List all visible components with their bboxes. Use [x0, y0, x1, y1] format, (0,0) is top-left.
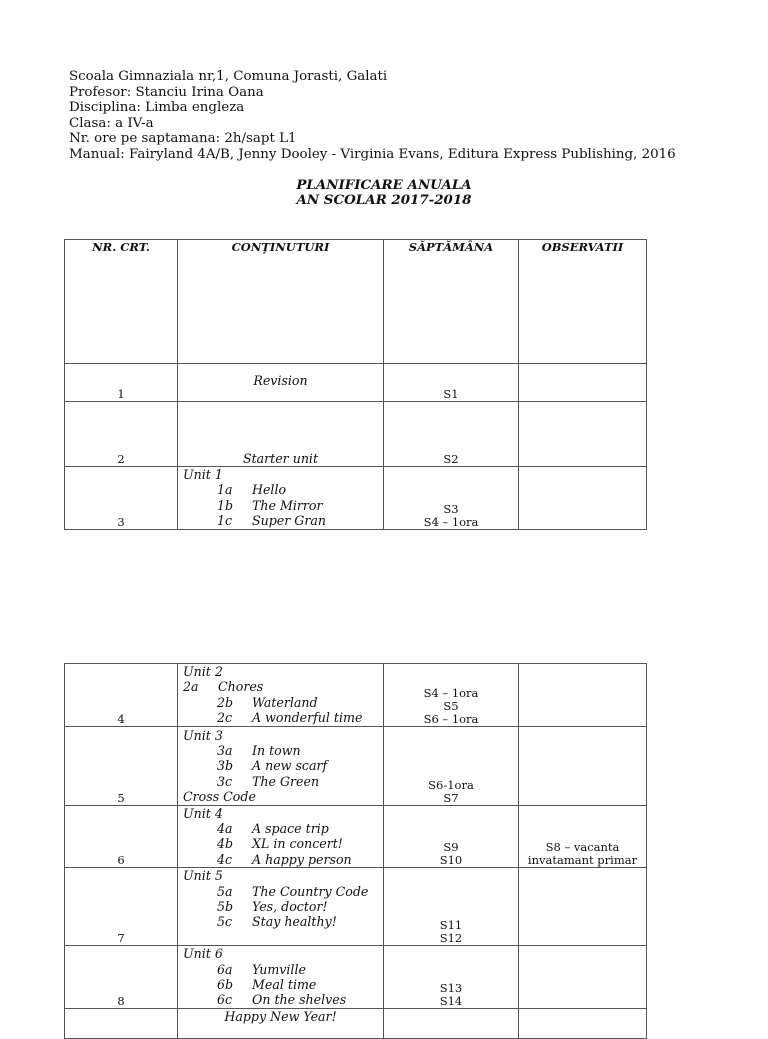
unit-title: Unit 6	[183, 946, 223, 962]
row-content: Starter unit	[178, 402, 384, 467]
lesson-item: 5c Stay healthy!	[217, 914, 337, 930]
lesson-item: 5a The Country Code	[217, 883, 369, 899]
unit-title: Unit 2	[183, 664, 223, 679]
table-row	[65, 402, 647, 467]
manual-line: Manual: Fairyland 4A/B, Jenny Dooley - Virginia Evans, Editura Express Publishing, 2016	[69, 146, 676, 162]
row-number: 4	[65, 664, 178, 727]
row-number: 8	[65, 946, 178, 1009]
lesson-item: 6b Meal time	[217, 977, 317, 993]
row-content: Happy New Year!	[178, 1008, 384, 1038]
row-week: S3 S4 – 1ora	[384, 467, 519, 530]
col-header-nr: NR. CRT.	[65, 240, 178, 364]
row-content	[178, 726, 384, 805]
planning-table-part1	[64, 239, 647, 530]
unit-title: Unit 1	[183, 467, 223, 482]
lesson-item: 1c Super Gran	[217, 513, 326, 529]
row-number: 1	[65, 364, 178, 402]
teacher-line: Profesor: Stanciu Irina Oana	[69, 84, 264, 100]
row-observations	[519, 402, 647, 467]
row-week: S6-1ora S7	[384, 726, 519, 805]
row-content	[178, 664, 384, 727]
unit-title: Unit 4	[183, 805, 223, 821]
row-number	[65, 1008, 178, 1038]
unit-title: Unit 3	[183, 727, 223, 743]
subject-line: Disciplina: Limba engleza	[69, 100, 245, 116]
lesson-item: 3a In town	[217, 743, 301, 758]
row-observations	[519, 364, 647, 402]
row-number: 2	[65, 402, 178, 467]
hours-line: Nr. ore pe saptamana: 2h/sapt L1	[69, 131, 297, 147]
row-content	[178, 805, 384, 868]
document-subtitle: AN SCOLAR 2017-2018	[296, 192, 472, 208]
row-observations	[519, 467, 647, 530]
cross-code-item: Cross Code	[183, 789, 256, 805]
row-week: S9 S10	[384, 805, 519, 868]
lesson-item: 5b Yes, doctor!	[217, 899, 328, 915]
lesson-item: 6a Yumville	[217, 961, 306, 977]
col-header-content: CONŢINUTURI	[178, 240, 384, 364]
table-header-row	[65, 240, 647, 364]
lesson-item: 4b XL in concert!	[217, 836, 343, 852]
lesson-item: 2c A wonderful time	[217, 710, 363, 726]
row-number: 6	[65, 805, 178, 868]
row-observations	[519, 1008, 647, 1038]
row-number: 7	[65, 868, 178, 946]
row-observations: S8 – vacanta invatamant primar	[519, 805, 647, 868]
row-week: S11 S12	[384, 868, 519, 946]
table-row	[65, 946, 647, 1009]
planning-table-part2	[64, 663, 647, 1039]
unit-title: Unit 5	[183, 868, 223, 884]
row-observations	[519, 946, 647, 1009]
row-observations	[519, 726, 647, 805]
lesson-item: 3c The Green	[217, 773, 320, 789]
row-number: 5	[65, 726, 178, 805]
lesson-item: 2a Chores	[183, 679, 264, 695]
row-week: S13 S14	[384, 946, 519, 1009]
row-observations	[519, 868, 647, 946]
table-row	[65, 805, 647, 868]
row-week	[384, 1008, 519, 1038]
table-row	[65, 364, 647, 402]
document-title: PLANIFICARE ANUALA	[296, 177, 472, 193]
lesson-item: 1a Hello	[217, 482, 287, 498]
class-line: Clasa: a IV-a	[69, 115, 154, 131]
table-row	[65, 467, 647, 530]
lesson-item: 3b A new scarf	[217, 758, 328, 774]
table-row	[65, 726, 647, 805]
lesson-item: 4a A space trip	[217, 821, 329, 837]
col-header-observations: OBSERVATII	[519, 240, 647, 364]
lesson-item: 1b The Mirror	[217, 497, 323, 513]
row-week: S1	[384, 364, 519, 402]
table-row	[65, 1008, 647, 1038]
row-content	[178, 868, 384, 946]
table-row	[65, 868, 647, 946]
row-observations	[519, 664, 647, 727]
lesson-item: 4c A happy person	[217, 851, 352, 867]
table-row	[65, 664, 647, 727]
row-week: S2	[384, 402, 519, 467]
row-content	[178, 946, 384, 1009]
school-line: Scoala Gimnaziala nr,1, Comuna Jorasti, Galati	[69, 69, 388, 84]
row-content	[178, 467, 384, 530]
row-week: S4 – 1ora S5 S6 – 1ora	[384, 664, 519, 727]
lesson-item: 2b Waterland	[217, 694, 318, 710]
row-content: Revision	[178, 364, 384, 402]
document-header	[69, 69, 676, 163]
lesson-item: 6c On the shelves	[217, 992, 347, 1008]
col-header-week: SĂPTĂMÂNA	[384, 240, 519, 364]
row-number: 3	[65, 467, 178, 530]
